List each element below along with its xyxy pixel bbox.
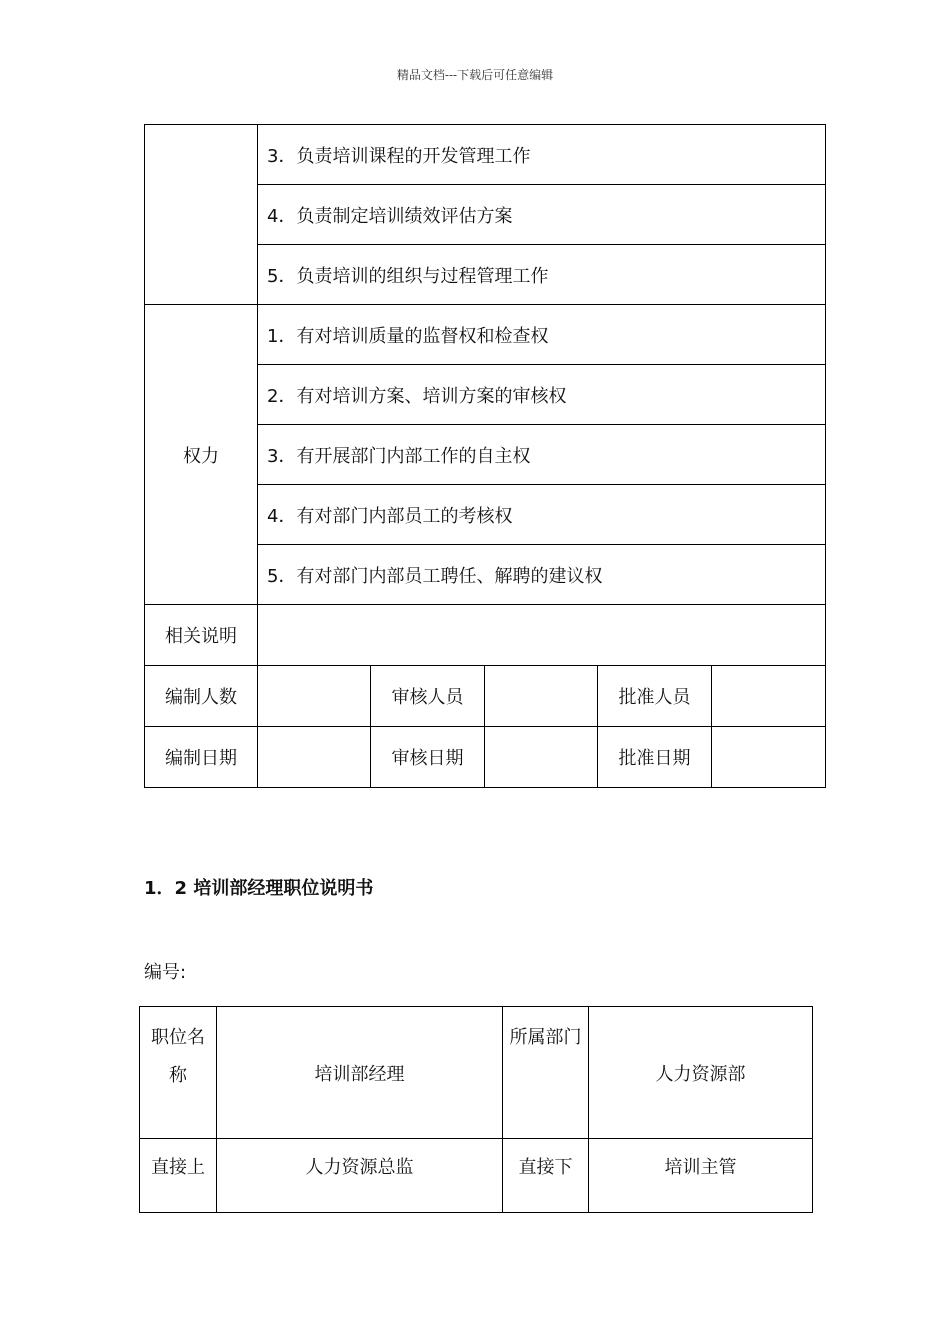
direct-subordinate-value: 培训主管 [589,1139,813,1213]
power-item: 2．有对培训方案、培训方案的审核权 [258,365,826,425]
number-label: 编号: [144,962,187,983]
review-date-label: 审核日期 [371,727,485,788]
direct-superior-label: 直接上 [140,1139,217,1213]
power-item: 4．有对部门内部员工的考核权 [258,485,826,545]
department-value: 人力资源部 [589,1007,813,1139]
reviewer-value [485,666,598,727]
compile-date-label: 编制日期 [145,727,258,788]
position-name-value: 培训部经理 [217,1007,503,1139]
responsibility-table [144,124,826,788]
power-item: 3．有开展部门内部工作的自主权 [258,425,826,485]
duty-item: 4．负责制定培训绩效评估方案 [258,185,826,245]
duties-label-cell [145,125,258,305]
staff-count-label: 编制人数 [145,666,258,727]
direct-subordinate-label: 直接下 [503,1139,589,1213]
reviewer-label: 审核人员 [371,666,485,727]
job-description-table [139,1006,813,1213]
approve-date-label: 批准日期 [598,727,712,788]
compile-date-value [258,727,371,788]
duty-item: 5．负责培训的组织与过程管理工作 [258,245,826,305]
direct-superior-value: 人力资源总监 [217,1139,503,1213]
approver-value [712,666,826,727]
power-item: 1．有对培训质量的监督权和检查权 [258,305,826,365]
related-notes-label: 相关说明 [145,605,258,666]
power-item: 5．有对部门内部员工聘任、解聘的建议权 [258,545,826,605]
power-label: 权力 [145,305,258,605]
staff-count-value [258,666,371,727]
page-header: 精品文档---下载后可任意编辑 [396,68,554,82]
department-label: 所属部门 [503,1007,589,1139]
related-notes-value [258,605,826,666]
review-date-value [485,727,598,788]
section-title: 1．2 培训部经理职位说明书 [144,878,374,899]
approve-date-value [712,727,826,788]
duty-item: 3．负责培训课程的开发管理工作 [258,125,826,185]
approver-label: 批准人员 [598,666,712,727]
position-name-label: 职位名称 [140,1007,217,1139]
